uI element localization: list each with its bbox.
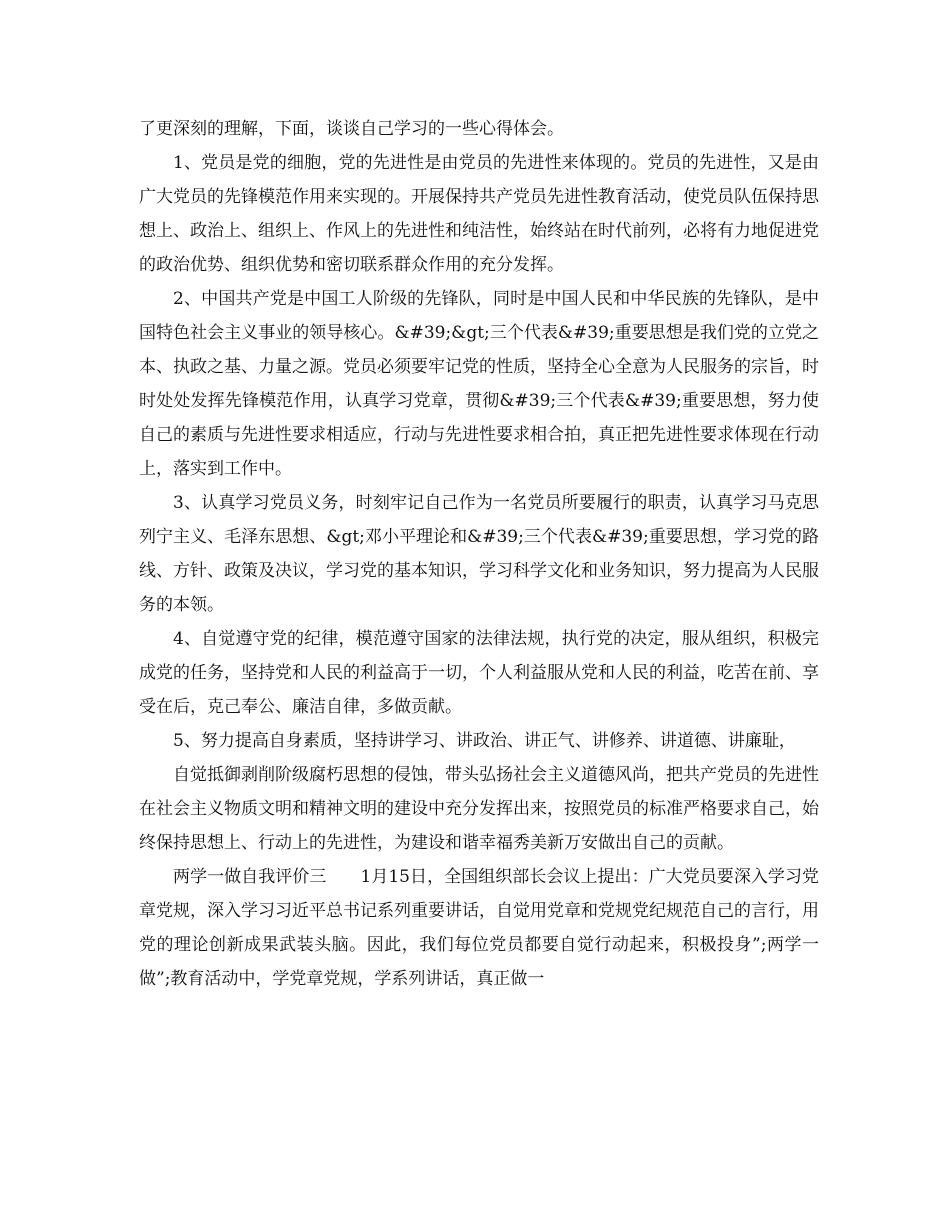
paragraph-3: 2、中国共产党是中国工人阶级的先锋队，同时是中国人民和中华民族的先锋队，是中国特色社会主义事业的领导核心。&#39;&gt;三个代表&#39;重要思想是我们党的立党之本、执政之基、力量之源。党员必须要牢记党的性质，坚持全心全意为人民服务的宗旨，时时处处发挥先锋模范作用，认真学习党章，贯彻&#39;三个代表&#39;重要思想，努力使自己的素质与先进性要求相适应，行动与先进性要求相合拍，真正把先进性要求体现在行动上，落实到工作中。 <box>139 289 819 479</box>
paragraph-7: 自觉抵御剥削阶级腐朽思想的侵蚀，带头弘扬社会主义道德风尚，把共产党员的先进性在社会主义物质文明和精神文明的建设中充分发挥出来，按照党员的标准严格要求自己，始终保持思想上、行动上的先进性，为建设和谐幸福秀美新万安做出自己的贡献。 <box>139 765 819 853</box>
document-body <box>139 112 819 996</box>
paragraph-5: 4、自觉遵守党的纪律，模范遵守国家的法律法规，执行党的决定，服从组织，积极完成党的任务，坚持党和人民的利益高于一切，个人利益服从党和人民的利益，吃苦在前、享受在后，克己奉公、廉洁自律，多做贡献。 <box>139 629 819 717</box>
paragraph-6: 5、努力提高自身素质，坚持讲学习、讲政治、讲正气、讲修养、讲道德、讲廉耻， <box>173 731 796 751</box>
paragraph-8: 两学一做自我评价三 1月15日，全国组织部长会议上提出：广大党员要深入学习党章党规，深入学习习近平总书记系列重要讲话，自觉用党章和党规党纪规范自己的言行，用党的理论创新成果武装头脑。因此，我们每位党员都要自觉行动起来，积极投身”;两学一做”;教育活动中，学党章党规，学系列讲话，真正做一 <box>139 867 819 989</box>
paragraph-2: 1、党员是党的细胞，党的先进性是由党员的先进性来体现的。党员的先进性，又是由广大党员的先锋模范作用来实现的。开展保持共产党员先进性教育活动，使党员队伍保持思想上、政治上、组织上、作风上的先进性和纯洁性，始终站在时代前列，必将有力地促进党的政治优势、组织优势和密切联系群众作用的充分发挥。 <box>139 153 819 275</box>
paragraph-4: 3、认真学习党员义务，时刻牢记自己作为一名党员所要履行的职责，认真学习马克思列宁主义、毛泽东思想、&gt;邓小平理论和&#39;三个代表&#39;重要思想，学习党的路线、方针、政策及决议，学习党的基本知识，学习科学文化和业务知识，努力提高为人民服务的本领。 <box>139 493 819 615</box>
paragraph-1: 了更深刻的理解，下面，谈谈自己学习的一些心得体会。 <box>139 119 564 139</box>
